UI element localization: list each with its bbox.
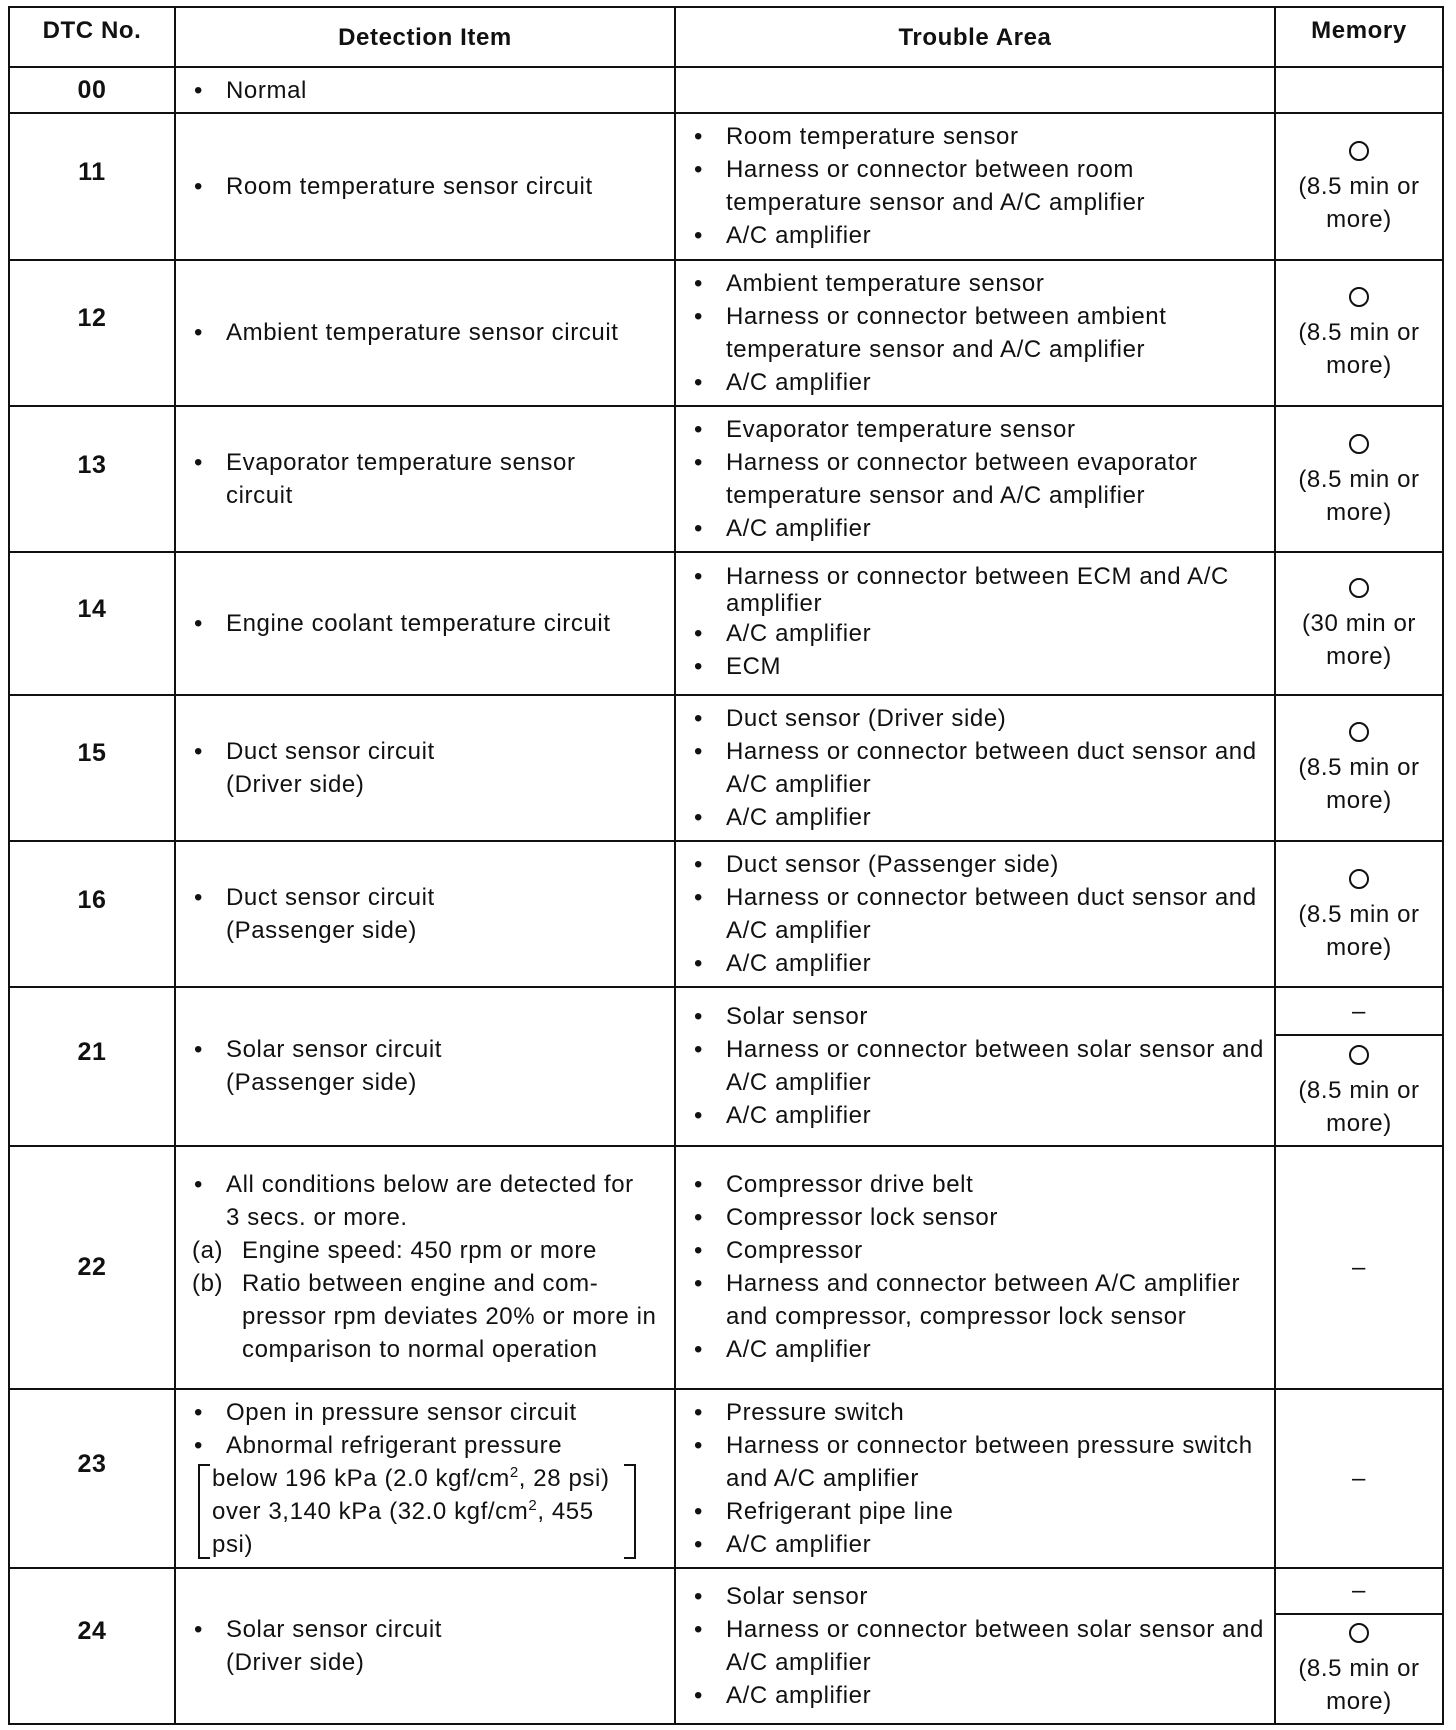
detection-line: • Solar sensor circuit (Passenger side) [192,1033,672,1099]
condition-a: (a) Engine speed: 450 rpm or more [192,1237,597,1265]
dtc-table [8,6,1444,1725]
trouble-line: • A/C amplifier [692,801,1264,834]
detection-item [175,841,675,987]
memory-cell [1275,1035,1443,1145]
trouble-area [675,406,1275,552]
trouble-line: • Harness or connector between ECM and A/C amplifier [692,563,1264,617]
trouble-area [675,1146,1275,1390]
trouble-area [675,552,1275,694]
detection-line: • Normal [192,74,672,107]
trouble-line: • A/C amplifier [692,512,1264,545]
table-row [9,987,1443,1035]
circle-icon [1349,1623,1369,1643]
detection-item [175,406,675,552]
trouble-line: • Harness and connector between A/C amplifier and compressor, compressor lock sensor [692,1267,1264,1333]
detection-item [175,260,675,406]
dtc-code: 12 [9,260,175,406]
trouble-line: • Refrigerant pipe line [692,1495,1264,1528]
trouble-line: • A/C amplifier [692,219,1264,252]
dtc-code: 11 [9,113,175,259]
memory-cell [1275,1614,1443,1724]
trouble-line: • Room temperature sensor [692,120,1264,153]
trouble-line: • Harness or connector between room temperature sensor and A/C amplifier [692,153,1264,219]
header-row [9,7,1443,67]
detection-item [175,552,675,694]
dtc-code: 00 [9,67,175,113]
trouble-line: • A/C amplifier [692,1099,1264,1132]
memory-cell [1275,67,1443,113]
trouble-line: • Duct sensor (Passenger side) [692,848,1264,881]
trouble-line: • A/C amplifier [692,947,1264,980]
detection-item [175,67,675,113]
detection-line: • All conditions below are detected for 3 secs. or more. [192,1168,672,1234]
detection-line: • Solar sensor circuit (Driver side) [192,1613,672,1679]
trouble-line: • Compressor lock sensor [692,1201,1264,1234]
trouble-area [675,1389,1275,1567]
table-row [9,1146,1443,1390]
dtc-code: 22 [9,1146,175,1390]
trouble-line: • Evaporator temperature sensor [692,413,1264,446]
trouble-area [675,987,1275,1145]
memory-text: (8.5 min or more) [1298,1076,1420,1137]
table-row [9,67,1443,113]
trouble-line: • Harness or connector between solar sensor and A/C amplifier [692,1033,1264,1099]
trouble-line: • Harness or connector between pressure switch and A/C amplifier [692,1429,1264,1495]
dtc-code: 14 [9,552,175,694]
circle-icon [1349,578,1369,598]
dtc-code: 13 [9,406,175,552]
memory-cell [1275,406,1443,552]
memory-text: (30 min or more) [1301,609,1417,670]
detection-line: • Abnormal refrigerant pressure [192,1429,672,1462]
trouble-area [675,695,1275,841]
detection-item [175,987,675,1145]
circle-icon [1349,722,1369,742]
table-row [9,113,1443,259]
memory-cell [1275,1146,1443,1390]
header-trouble-area: Trouble Area [675,7,1275,67]
trouble-line: • ECM [692,650,1264,683]
memory-cell [1275,552,1443,694]
table-row [9,695,1443,841]
detection-item [175,113,675,259]
circle-icon [1349,434,1369,454]
trouble-line: • Ambient temperature sensor [692,267,1264,300]
memory-cell [1275,1389,1443,1567]
dtc-code: 23 [9,1389,175,1567]
memory-text: – [1352,1577,1366,1605]
table-row [9,260,1443,406]
trouble-line: • Harness or connector between evaporator temperature sensor and A/C amplifier [692,446,1264,512]
detection-line: • Open in pressure sensor circuit [192,1396,672,1429]
detection-item [175,1568,675,1724]
trouble-line: • A/C amplifier [692,1528,1264,1561]
circle-icon [1349,869,1369,889]
trouble-area [675,1568,1275,1724]
memory-cell [1275,695,1443,841]
trouble-line: • Harness or connector between ambient temperature sensor and A/C amplifier [692,300,1264,366]
pressure-range: below 196 kPa (2.0 kgf/$cm^2$, 28 psi) over 3,140 kPa (32.0 kgf/$cm^2$, 455 psi) [198,1462,636,1561]
table-row [9,1389,1443,1567]
memory-text: – [1352,1253,1366,1281]
table-row [9,552,1443,694]
header-memory: Memory [1275,7,1443,67]
trouble-line: • A/C amplifier [692,617,1264,650]
memory-text: (8.5 min or more) [1298,754,1420,815]
circle-icon [1349,141,1369,161]
trouble-line: • Harness or connector between solar sensor and A/C amplifier [692,1613,1264,1679]
trouble-line: • Solar sensor [692,1580,1264,1613]
memory-text: (8.5 min or more) [1298,465,1420,526]
detection-item [175,1389,675,1567]
header-detection-item: Detection Item [175,7,675,67]
header-dtc-no: DTC No. [9,7,175,67]
table-row [9,406,1443,552]
trouble-line: • Harness or connector between duct sensor and A/C amplifier [692,881,1264,947]
memory-cell [1275,987,1443,1035]
dtc-code: 16 [9,841,175,987]
table-row [9,841,1443,987]
trouble-line: • Compressor drive belt [692,1168,1264,1201]
trouble-line: • Duct sensor (Driver side) [692,702,1264,735]
memory-cell [1275,113,1443,259]
table-row [9,1568,1443,1614]
trouble-line: • Compressor [692,1234,1264,1267]
dtc-code: 24 [9,1568,175,1724]
detection-item [175,1146,675,1390]
trouble-line: • A/C amplifier [692,1679,1264,1712]
detection-line: • Room temperature sensor circuit [192,170,672,203]
memory-cell [1275,841,1443,987]
trouble-area [675,841,1275,987]
memory-cell [1275,260,1443,406]
trouble-line: • A/C amplifier [692,366,1264,399]
detection-line: • Duct sensor circuit (Passenger side) [192,881,672,947]
trouble-line: • Pressure switch [692,1396,1264,1429]
trouble-line: • A/C amplifier [692,1333,1264,1366]
dtc-code: 15 [9,695,175,841]
trouble-area [675,67,1275,113]
detection-item [175,695,675,841]
detection-line: • Duct sensor circuit (Driver side) [192,735,672,801]
memory-text: – [1352,1464,1366,1492]
circle-icon [1349,1045,1369,1065]
circle-icon [1349,287,1369,307]
detection-line: • Ambient temperature sensor circuit [192,316,672,349]
memory-text: (8.5 min or more) [1298,1655,1420,1716]
detection-line: • Engine coolant temperature circuit [192,607,672,640]
memory-text: (8.5 min or more) [1298,172,1420,233]
memory-text: (8.5 min or more) [1298,319,1420,380]
trouble-area [675,113,1275,259]
dtc-code: 21 [9,987,175,1145]
memory-text: – [1352,997,1366,1025]
trouble-area [675,260,1275,406]
detection-line: • Evaporator temperature sensor circuit [192,446,672,512]
memory-cell [1275,1568,1443,1614]
trouble-line: • Solar sensor [692,1000,1264,1033]
condition-b: (b) Ratio between engine and com- pressor rpm deviates 20% or more in comparison to normal operation [192,1270,657,1364]
trouble-line: • Harness or connector between duct sensor and A/C amplifier [692,735,1264,801]
memory-text: (8.5 min or more) [1298,900,1420,961]
